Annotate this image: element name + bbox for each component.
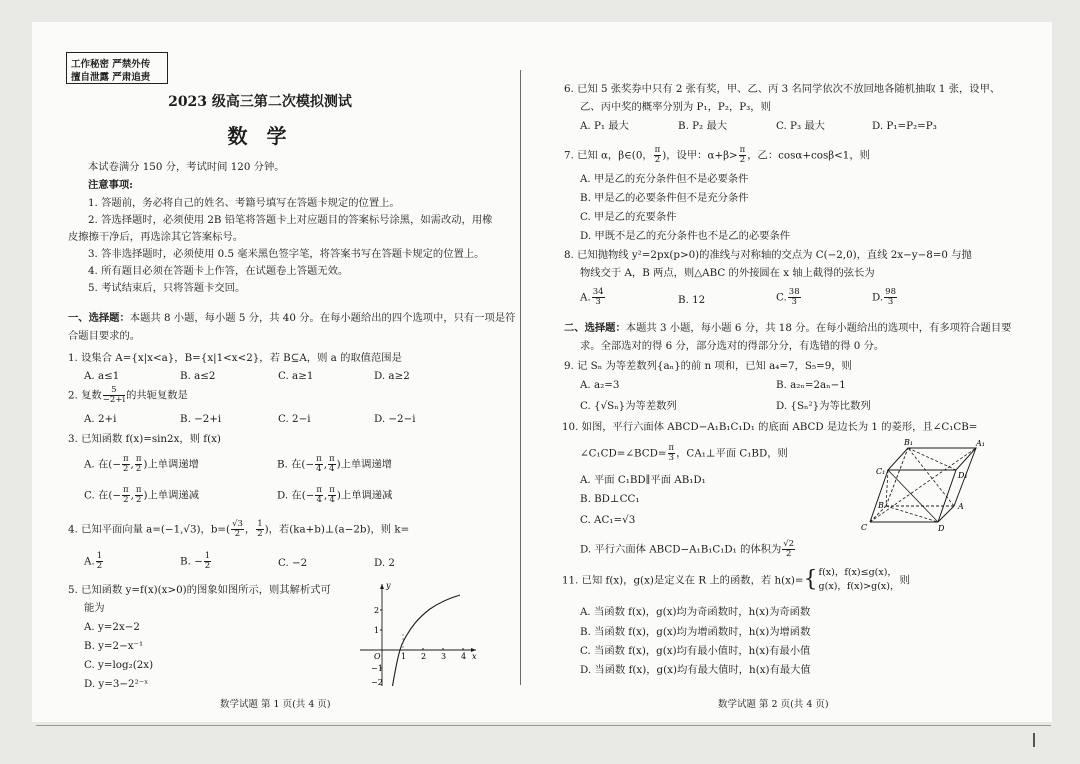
q3-option-a xyxy=(84,455,199,474)
q7-option-d: D. 甲既不是乙的充分条件也不是乙的必要条件 xyxy=(580,230,791,242)
section-1-text: 本题共 8 小题，每小题 5 分，共 40 分。在每小题给出的四个选项中，只有一项是符 xyxy=(129,312,516,324)
q10-option-b: B. BD⊥CC₁ xyxy=(580,493,640,505)
q5-stem-2: 能为 xyxy=(84,602,105,614)
q3-option-b xyxy=(277,455,392,474)
q5-option-a: A. y=2x−2 xyxy=(84,621,140,633)
q6-option-a: A. P₁ 最大 xyxy=(580,120,629,132)
pi: π xyxy=(739,145,746,155)
q11-text: 11. 已知 f(x)，g(x)是定义在 R 上的函数，若 h(x)= xyxy=(562,574,804,587)
paren: ( xyxy=(108,489,113,502)
notice-item: 2. 答选择题时，必须使用 2B 铅笔将答题卡上对应题目的答案标号涂黑，如需改动，用橡 xyxy=(88,214,493,226)
num: 1 xyxy=(204,551,211,561)
q5-stem: 5. 已知函数 y=f(x)(x>0)的图象如图所示，则其解析式可 xyxy=(68,584,331,596)
q1-option-b: B. a≤2 xyxy=(180,370,216,382)
q4-frac xyxy=(96,552,103,571)
q6-stem-2: 乙、丙中奖的概率分别为 P₁，P₂，P₃，则 xyxy=(580,101,771,113)
section-2-title: 二、选择题： xyxy=(564,322,626,334)
q9-option-a: A. a₂=3 xyxy=(580,379,620,391)
notice-item: 皮擦擦干净后，再选涂其它答案标号。 xyxy=(68,231,244,243)
vertex-label: B xyxy=(878,501,884,510)
q6-option-b: B. P₂ 最大 xyxy=(678,120,728,132)
q4-option-a xyxy=(84,552,104,571)
q10-option-d xyxy=(580,540,796,559)
q2-text: 2. 复数 xyxy=(68,389,102,402)
two: 2 xyxy=(654,154,661,165)
q5-option-b: B. y=2−x⁻¹ xyxy=(84,640,144,652)
q11-text-end: 则 xyxy=(899,574,910,587)
scan-edge-mark xyxy=(1033,733,1035,747)
q10-text: ∠C₁CD=∠BCD= xyxy=(580,447,667,460)
four: 4 xyxy=(329,463,335,474)
q11-piecewise xyxy=(818,566,900,595)
comma: , xyxy=(130,458,134,471)
q8-frac xyxy=(592,288,605,307)
paren: ( xyxy=(108,458,113,471)
q8-frac xyxy=(884,288,897,307)
y-tick-label: −1 xyxy=(371,664,383,673)
q10-frac xyxy=(782,540,795,559)
frac-pi-2 xyxy=(739,146,747,165)
paren: ( xyxy=(301,489,306,502)
q8-option-a xyxy=(580,288,606,307)
q3-stem: 3. 已知函数 f(x)=sin2x，则 f(x) xyxy=(68,433,221,445)
q2-option-c: C. 2−i xyxy=(278,413,311,425)
num: 38 xyxy=(788,287,800,297)
exam-intro: 本试卷满分 150 分，考试时间 120 分钟。 xyxy=(88,161,285,173)
y-axis-label: y xyxy=(386,581,391,590)
frac-pi-4 xyxy=(315,455,323,474)
q4-option-d: D. 2 xyxy=(374,557,395,569)
den: 3 xyxy=(595,296,601,307)
origin-label: O xyxy=(374,652,381,661)
q11-brace: { xyxy=(803,567,818,593)
den: 2 xyxy=(96,560,103,571)
den: 3 xyxy=(887,296,894,307)
four: 4 xyxy=(316,463,322,474)
q2-num: 5 xyxy=(103,386,125,396)
x-tick-label: 2 xyxy=(421,652,427,661)
den: 2 xyxy=(234,528,241,539)
q11-stem xyxy=(562,566,910,595)
notice-heading: 注意事项: xyxy=(88,179,133,191)
left-page-footer: 数学试题 第 1 页(共 4 页) xyxy=(220,699,331,710)
q4-text: ， xyxy=(244,523,256,536)
two: 2 xyxy=(739,154,746,165)
pi: π xyxy=(122,454,129,464)
q3-c-prefix: C. 在 xyxy=(84,489,109,502)
q11-option-c: C. 当函数 f(x)，g(x)均有最小值时，h(x)有最小值 xyxy=(580,645,811,657)
num: 1 xyxy=(96,551,103,561)
vertex-label: A₁ xyxy=(976,439,985,448)
q3-dec: 上单调递减 xyxy=(147,489,200,502)
vertex-label: D xyxy=(938,524,945,533)
q8-stem: 8. 已知抛物线 y²=2px(p>0)的准线与对称轴的交点为 C(−2,0)，直线 2x−y−8=0 与抛 xyxy=(564,249,972,261)
x-tick-label: 3 xyxy=(441,652,447,661)
four: 4 xyxy=(316,494,322,505)
pre: C. xyxy=(776,291,787,304)
q8-frac xyxy=(788,288,801,307)
function-curve xyxy=(393,595,461,686)
section-1-text-2: 合题目要求的。 xyxy=(68,330,141,342)
y-arrow xyxy=(380,584,384,589)
two: 2 xyxy=(123,463,129,474)
q8-option-b: B. 12 xyxy=(678,294,706,306)
pre: B. − xyxy=(180,555,203,568)
two: 2 xyxy=(123,494,129,505)
q1-option-a: A. a≤1 xyxy=(84,370,120,382)
notice-item: 3. 答非选择题时，必须使用 0.5 毫米黑色签字笔，将答案书写在答题卡规定的位置上。 xyxy=(88,248,485,260)
two: 2 xyxy=(135,463,142,474)
vertex-label: D₁ xyxy=(958,471,968,480)
q4-frac xyxy=(204,552,211,571)
three: 3 xyxy=(668,452,675,463)
minus: − xyxy=(112,489,122,502)
comma: , xyxy=(323,458,327,471)
q11-option-b: B. 当函数 f(x)，g(x)均为增函数时，h(x)为增函数 xyxy=(580,626,811,638)
q11-option-d: D. 当函数 f(x)，g(x)均有最大值时，h(x)有最大值 xyxy=(580,664,811,676)
num: 1 xyxy=(257,519,263,529)
comma: , xyxy=(130,489,134,502)
minus: − xyxy=(112,458,121,471)
q5-option-d: D. y=3−2²⁻ˣ xyxy=(84,678,149,690)
vertex-label: C xyxy=(861,523,868,532)
minus: − xyxy=(305,489,315,502)
pi: π xyxy=(316,454,322,464)
subject-title: 数 学 xyxy=(227,124,293,148)
q6-option-d: D. P₁=P₂=P₃ xyxy=(872,120,937,132)
frac-pi-2 xyxy=(135,455,143,474)
frac-pi-4 xyxy=(315,486,323,505)
q10-option-c: C. AC₁=√3 xyxy=(580,514,636,526)
q3-b-prefix: B. 在 xyxy=(277,458,302,471)
frac-pi-2 xyxy=(135,486,143,505)
q4-text: 4. 已知平面向量 a=(−1,√3)，b=( xyxy=(68,523,231,536)
q8-option-c xyxy=(776,288,802,307)
pi: π xyxy=(668,443,675,453)
q3-option-d xyxy=(277,486,392,505)
num: 98 xyxy=(885,287,896,297)
vertex-label: A xyxy=(958,502,964,511)
pi: π xyxy=(654,145,661,155)
q7-stem xyxy=(564,146,870,165)
q3-option-c xyxy=(84,486,199,505)
q2-text-end: 的共轭复数是 xyxy=(126,389,188,402)
q7-option-b: B. 甲是乙的必要条件但不是充分条件 xyxy=(580,192,749,204)
paren: ) xyxy=(143,458,148,471)
notice-item: 1. 答题前，务必将自己的姓名、考籍号填写在答题卡规定的位置上。 xyxy=(88,197,400,209)
stamp-line-2: 擅自泄露 严肃追责 xyxy=(71,72,151,83)
paren: ) xyxy=(336,458,341,471)
q2-option-d: D. −2−i xyxy=(374,413,416,425)
vertex-label: B₁ xyxy=(904,438,914,447)
q4-option-b xyxy=(180,552,212,571)
pre: A. xyxy=(580,291,591,304)
q2-fraction xyxy=(103,386,125,405)
q7-option-a: A. 甲是乙的充分条件但不是必要条件 xyxy=(580,173,749,185)
q3-d-prefix: D. 在 xyxy=(277,489,302,502)
edge-DD1 xyxy=(938,470,956,522)
q3-inc: 上单调递增 xyxy=(147,458,199,471)
q10-stem-2 xyxy=(580,444,788,463)
q7-text: (0， xyxy=(631,149,653,162)
pre: A. xyxy=(84,555,95,568)
notice-item: 4. 所有题目必须在答题卡上作答，在试题卷上答题无效。 xyxy=(88,265,349,277)
pi: π xyxy=(328,454,335,464)
q8-stem-2: 物线交于 A，B 两点，则△ABC 的外接圆在 x 轴上截得的弦长为 xyxy=(580,267,875,279)
exam-title: 2023 级高三第二次模拟测试 xyxy=(168,94,352,110)
q11-option-a: A. 当函数 f(x)，g(x)均为奇函数时，h(x)为奇函数 xyxy=(580,606,811,618)
q10-text-end: ，CA₁⊥平面 C₁BD，则 xyxy=(676,447,788,460)
q7-text: ，设甲：α+β> xyxy=(666,149,738,162)
num: √3 xyxy=(232,519,243,529)
q7-text: 7. 已知 α，β∈ xyxy=(564,149,632,162)
pi: π xyxy=(135,485,142,495)
comma: , xyxy=(324,489,328,502)
pi: π xyxy=(123,485,129,495)
q11-row: f(x)，f(x)≤g(x)， xyxy=(818,567,897,578)
frac-pi-3 xyxy=(668,444,676,463)
minus: − xyxy=(305,458,315,471)
num: √2 xyxy=(783,539,795,549)
q5-option-c: C. y=log₂(2x) xyxy=(84,659,154,671)
q1-option-c: C. a≥1 xyxy=(278,370,314,382)
frac-pi-4 xyxy=(328,455,336,474)
den: 2 xyxy=(204,560,211,571)
edge-CC1 xyxy=(870,470,888,522)
pi: π xyxy=(329,485,335,495)
q9-option-b: B. a₂ₙ=2aₙ−1 xyxy=(776,379,846,391)
q6-stem: 6. 已知 5 张奖券中只有 2 张有奖，甲、乙、丙 3 名同学依次不放回地各随机抽取 1 张，设甲、 xyxy=(564,83,1001,95)
q4-option-c: C. −2 xyxy=(278,557,308,569)
pi: π xyxy=(135,454,142,464)
paren: ( xyxy=(301,458,306,471)
q3-a-prefix: A. 在 xyxy=(84,458,109,471)
x-tick-label: 1 xyxy=(401,652,407,661)
q9-stem: 9. 记 Sₙ 为等差数列{aₙ}的前 n 项和，已知 a₄=7，S₅=9，则 xyxy=(564,360,852,372)
y-tick-label: 2 xyxy=(374,606,380,615)
section-1-heading xyxy=(68,313,515,323)
q11-row: g(x)，f(x)>g(x)， xyxy=(818,581,900,593)
stamp-line-1: 工作秘密 严禁外传 xyxy=(71,59,151,70)
q5-function-graph xyxy=(352,578,484,690)
q4-stem xyxy=(68,520,409,539)
q1-stem: 1. 设集合 A={x|x<a}，B={x|1<x<2}，若 B⊆A，则 a 的取值范围是 xyxy=(68,352,402,364)
q4-frac xyxy=(231,520,244,539)
q3-inc: 上单调递增 xyxy=(340,458,393,471)
right-page-footer: 数学试题 第 2 页(共 4 页) xyxy=(718,699,829,710)
q2-option-a: A. 2+i xyxy=(84,413,117,425)
page-divider xyxy=(520,70,521,685)
frac-pi-2 xyxy=(654,146,662,165)
q4-text-end: )，若(ka+b)⊥(a−2b)，则 k= xyxy=(264,523,410,536)
confidential-stamp xyxy=(66,52,168,84)
x-axis-label: x xyxy=(472,652,477,661)
q1-option-d: D. a≥2 xyxy=(374,370,410,382)
frac-pi-2 xyxy=(122,486,130,505)
num: 34 xyxy=(592,287,604,297)
q3-dec: 上单调递减 xyxy=(340,489,393,502)
q8-option-d xyxy=(872,288,898,307)
x-tick-label: 4 xyxy=(461,652,467,661)
q10-stem: 10. 如图，平行六面体 ABCD−A₁B₁C₁D₁ 的底面 ABCD 是边长为 1 的菱形，且∠C₁CB= xyxy=(562,421,978,433)
vertex-label: C₁ xyxy=(876,467,886,476)
section-2-text: 本题共 3 小题，每小题 6 分，共 18 分。在每小题给出的选项中，有多项符合题目要 xyxy=(625,322,1012,334)
q7-text-end: ，乙：cosα+cosβ<1，则 xyxy=(747,149,870,162)
q6-option-c: C. P₃ 最大 xyxy=(776,120,825,132)
paren: ) xyxy=(336,489,341,502)
q4-frac xyxy=(256,520,263,539)
q2-option-b: B. −2+i xyxy=(180,413,222,425)
q10-option-a: A. 平面 C₁BD∥平面 AB₁D₁ xyxy=(580,474,706,486)
den: 2 xyxy=(257,528,263,539)
paren: ) xyxy=(143,489,148,502)
den: 3 xyxy=(791,296,797,307)
section-2-heading xyxy=(564,323,1011,333)
notice-item: 5. 考试结束后，只将答题卡交回。 xyxy=(88,282,246,294)
q2-den: −2+i xyxy=(102,394,126,405)
two: 2 xyxy=(135,494,142,505)
den: 2 xyxy=(785,548,792,559)
q7-text: ) xyxy=(662,149,667,162)
four: 4 xyxy=(329,494,335,505)
pre: D. xyxy=(872,291,884,304)
section-2-text-2: 求。全部选对的得 6 分，部分选对的得部分分，有选错的得 0 分。 xyxy=(580,340,885,352)
frac-pi-2 xyxy=(122,455,130,474)
diag-AB1 xyxy=(908,448,954,506)
scan-bottom-edge xyxy=(36,725,1051,726)
q2-stem xyxy=(68,386,188,405)
pi: π xyxy=(316,485,322,495)
y-tick-label: 1 xyxy=(374,626,380,635)
y-tick-label: −2 xyxy=(371,678,383,687)
frac-pi-4 xyxy=(328,486,336,505)
q9-option-c: C. {√Sₙ}为等差数列 xyxy=(580,400,677,412)
q9-option-d: D. {Sₙ²}为等比数列 xyxy=(776,400,871,412)
section-1-title: 一、选择题： xyxy=(68,312,130,324)
parallelepiped-figure xyxy=(858,436,988,536)
q7-option-c: C. 甲是乙的充要条件 xyxy=(580,211,677,223)
diag-C1D xyxy=(888,470,938,522)
q10-d-text: D. 平行六面体 ABCD−A₁B₁C₁D₁ 的体积为 xyxy=(580,543,782,556)
